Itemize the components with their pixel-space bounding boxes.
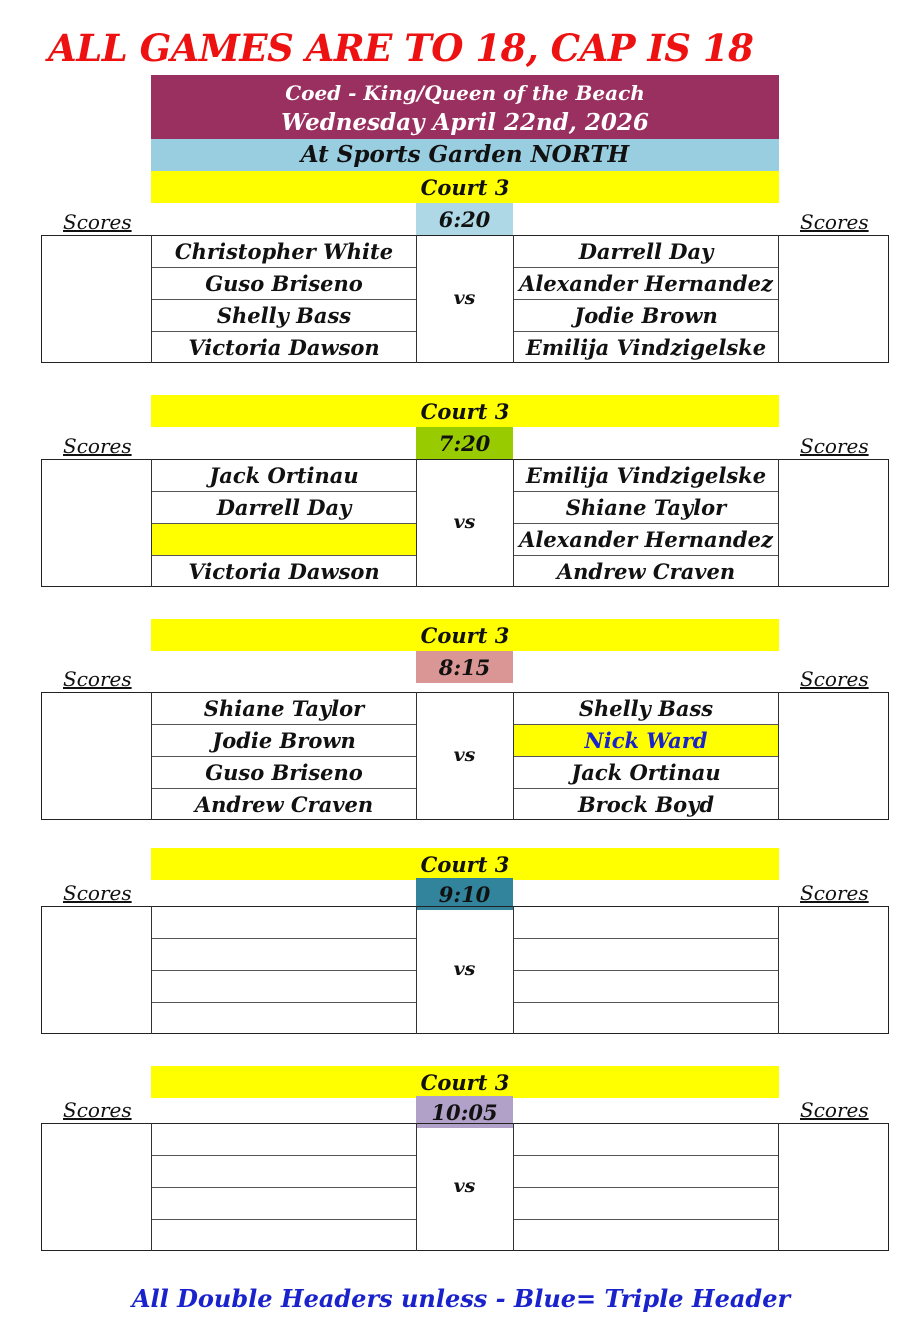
column-divider (778, 235, 779, 363)
scores-label-right: Scores (800, 1098, 869, 1122)
left-team-player[interactable]: Shelly Bass (216, 303, 352, 328)
game-time-1: 6:20 (416, 203, 513, 235)
left-team-player[interactable] (152, 523, 416, 555)
left-team-player[interactable]: Guso Briseno (205, 271, 363, 296)
vs-label: vs (453, 511, 476, 533)
row-divider (514, 938, 778, 939)
right-score-cell[interactable] (779, 236, 888, 362)
column-divider (778, 906, 779, 1034)
scores-label-right: Scores (800, 210, 869, 234)
event-subtitle: Coed - King/Queen of the Beach (285, 81, 645, 105)
scores-label-right: Scores (800, 434, 869, 458)
vs-label: vs (453, 287, 476, 309)
left-team-player[interactable]: Victoria Dawson (188, 559, 380, 584)
left-team-player[interactable]: Jodie Brown (212, 728, 356, 753)
left-team-player[interactable] (152, 906, 416, 938)
right-team-player[interactable]: Alexander Hernandez (519, 527, 773, 552)
left-team-player[interactable]: Jack Ortinau (209, 463, 359, 488)
scores-label-left: Scores (63, 667, 132, 691)
row-divider (152, 1002, 416, 1003)
row-divider (514, 1187, 778, 1188)
court-label-5: Court 3 (151, 1066, 779, 1098)
event-date: Wednesday April 22nd, 2026 (281, 109, 649, 136)
left-team-player[interactable] (152, 1123, 416, 1155)
game-time-4: 9:10 (416, 878, 513, 910)
right-team-player[interactable]: Emilija Vindzigelske (525, 463, 767, 488)
right-score-cell[interactable] (779, 907, 888, 1033)
left-team-player[interactable]: Shiane Taylor (203, 696, 365, 721)
row-divider (152, 970, 416, 971)
left-team-player[interactable] (152, 970, 416, 1002)
left-team-player[interactable] (152, 938, 416, 970)
left-team-player[interactable] (152, 1155, 416, 1187)
right-score-cell[interactable] (779, 1124, 888, 1250)
left-team-player[interactable]: Darrell Day (216, 495, 352, 520)
row-divider (152, 938, 416, 939)
right-team-player[interactable]: Andrew Craven (556, 559, 736, 584)
vs-label: vs (453, 1175, 476, 1197)
scores-label-right: Scores (800, 881, 869, 905)
row-divider (152, 1187, 416, 1188)
court-label-4: Court 3 (151, 848, 779, 880)
game-time-5: 10:05 (416, 1096, 513, 1128)
headline: ALL GAMES ARE TO 18, CAP IS 18 (48, 26, 754, 70)
right-team-player[interactable] (514, 1002, 778, 1034)
right-team-player[interactable]: Alexander Hernandez (519, 271, 773, 296)
left-score-cell[interactable] (42, 693, 151, 819)
left-team-player[interactable]: Christopher White (174, 239, 394, 264)
column-divider (778, 1123, 779, 1251)
row-divider (152, 756, 416, 757)
left-score-cell[interactable] (42, 907, 151, 1033)
right-score-cell[interactable] (779, 693, 888, 819)
right-team-player[interactable]: Jack Ortinau (571, 760, 721, 785)
court-label-2: Court 3 (151, 395, 779, 427)
scores-label-left: Scores (63, 1098, 132, 1122)
row-divider (514, 788, 778, 789)
row-divider (514, 267, 778, 268)
left-team-player[interactable] (152, 1219, 416, 1251)
right-team-player[interactable] (514, 1123, 778, 1155)
row-divider (514, 1002, 778, 1003)
vs-label: vs (453, 744, 476, 766)
row-divider (152, 299, 416, 300)
row-divider (152, 491, 416, 492)
row-divider (152, 267, 416, 268)
right-team-player[interactable] (514, 938, 778, 970)
right-team-player[interactable]: Brock Boyd (577, 792, 715, 817)
right-team-player[interactable] (514, 1187, 778, 1219)
scores-label-left: Scores (63, 210, 132, 234)
row-divider (514, 970, 778, 971)
right-team-player[interactable]: Shelly Bass (578, 696, 714, 721)
left-score-cell[interactable] (42, 236, 151, 362)
vs-label: vs (453, 958, 476, 980)
row-divider (152, 555, 416, 556)
left-team-player[interactable] (152, 1002, 416, 1034)
row-divider (514, 1219, 778, 1220)
left-team-player[interactable]: Guso Briseno (205, 760, 363, 785)
row-divider (514, 331, 778, 332)
row-divider (514, 756, 778, 757)
row-divider (152, 331, 416, 332)
right-team-player[interactable] (514, 906, 778, 938)
left-score-cell[interactable] (42, 460, 151, 586)
row-divider (514, 724, 778, 725)
row-divider (152, 1155, 416, 1156)
row-divider (152, 523, 416, 524)
row-divider (514, 523, 778, 524)
row-divider (152, 724, 416, 725)
left-team-player[interactable]: Andrew Craven (194, 792, 374, 817)
right-team-player[interactable]: Jodie Brown (574, 303, 718, 328)
column-divider (778, 692, 779, 820)
scores-label-right: Scores (800, 667, 869, 691)
right-team-player[interactable]: Darrell Day (578, 239, 714, 264)
event-banner (151, 75, 779, 139)
game-time-2: 7:20 (416, 427, 513, 459)
right-team-player[interactable] (514, 970, 778, 1002)
column-divider (778, 459, 779, 587)
right-team-player[interactable]: Nick Ward (514, 724, 778, 756)
venue-banner: At Sports Garden NORTH (151, 139, 779, 171)
row-divider (514, 491, 778, 492)
row-divider (514, 555, 778, 556)
right-team-player[interactable]: Shiane Taylor (565, 495, 727, 520)
footer-note: All Double Headers unless - Blue= Triple Header (131, 1284, 791, 1313)
row-divider (514, 1155, 778, 1156)
scores-label-left: Scores (63, 881, 132, 905)
right-score-cell[interactable] (779, 460, 888, 586)
row-divider (514, 299, 778, 300)
right-team-player[interactable]: Emilija Vindzigelske (525, 335, 767, 360)
row-divider (152, 1219, 416, 1220)
right-team-player[interactable] (514, 1219, 778, 1251)
left-team-player[interactable]: Victoria Dawson (188, 335, 380, 360)
left-score-cell[interactable] (42, 1124, 151, 1250)
court-label-1: Court 3 (151, 171, 779, 203)
right-team-player[interactable] (514, 1155, 778, 1187)
row-divider (152, 788, 416, 789)
left-team-player[interactable] (152, 1187, 416, 1219)
court-label-3: Court 3 (151, 619, 779, 651)
scores-label-left: Scores (63, 434, 132, 458)
game-time-3: 8:15 (416, 651, 513, 683)
